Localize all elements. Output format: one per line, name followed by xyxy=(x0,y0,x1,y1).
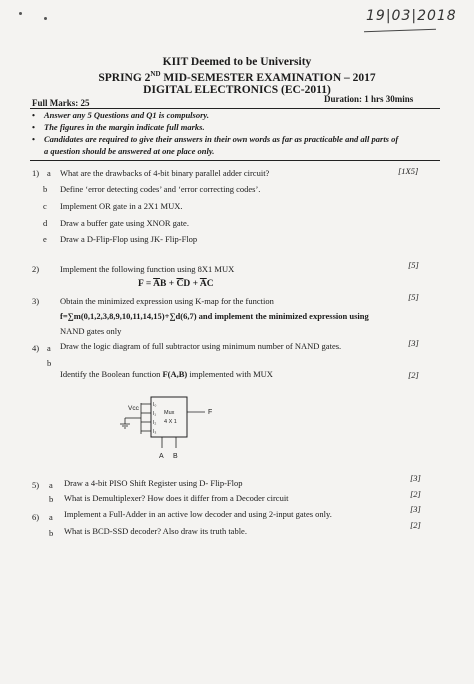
q1d-text: Draw a buffer gate using XNOR gate. xyxy=(60,218,189,228)
q1c-text: Implement OR gate in a 2X1 MUX. xyxy=(60,201,183,211)
full-marks: Full Marks: 25 xyxy=(32,98,90,108)
q4b-text: Identify the Boolean function F(A,B) implemented with MUX xyxy=(60,369,273,379)
scan-speck xyxy=(44,17,47,20)
q4b-label: b xyxy=(47,358,52,368)
q2-text: Implement the following function using 8X1 MUX xyxy=(60,264,235,274)
instruction-item: a question should be answered at one place only. xyxy=(44,146,215,156)
university-name: KIIT Deemed to be University xyxy=(162,56,312,68)
q5b-label: b xyxy=(49,494,54,504)
q1a-text: What are the drawbacks of 4-bit binary parallel adder circuit? xyxy=(60,168,270,178)
instruction-item: • The figures in the margin indicate full marks. xyxy=(32,122,205,132)
q1-marks: [1X5] xyxy=(398,166,419,176)
bullet-icon: • xyxy=(32,134,35,144)
mux-input-label: I₁ xyxy=(153,411,157,417)
header-rule xyxy=(30,108,440,109)
vcc-label: Vcc xyxy=(128,405,139,412)
handwritten-date: 19|03|2018 xyxy=(366,8,457,24)
bullet-icon: • xyxy=(32,122,35,132)
select-a-label: A xyxy=(159,453,164,460)
q5b-marks: [2] xyxy=(410,489,421,499)
q1c-label: c xyxy=(43,201,47,211)
q1e-text: Draw a D-Flip-Flop using JK- Flip-Flop xyxy=(60,234,198,244)
q2-number: 2) xyxy=(32,264,40,274)
bullet-icon: • xyxy=(32,110,35,120)
q2-formula: $F = \overline{A}B + \overline{C}D + \overline{A}C$ xyxy=(138,279,214,289)
mux-input-label: I₀ xyxy=(153,402,157,408)
q3-marks: [5] xyxy=(408,292,419,302)
q4a-label: a xyxy=(47,343,51,353)
q5a-marks: [3] xyxy=(410,473,421,483)
q3-number: 3) xyxy=(32,296,40,306)
duration: Duration: 1 hrs 30mins xyxy=(324,94,414,104)
q6b-text: What is BCD-SSD decoder? Also draw its truth table. xyxy=(64,526,247,536)
instruction-item: • Answer any 5 Questions and Q1 is compulsory. xyxy=(32,110,209,120)
mux-diagram xyxy=(110,388,230,463)
date-underline xyxy=(364,29,436,33)
mux-input-label: I₂ xyxy=(153,420,157,426)
q1-number: 1) xyxy=(32,168,40,178)
mux-input-label: I₃ xyxy=(153,429,157,435)
q4a-text: Draw the logic diagram of full subtractor using minimum number of NAND gates. xyxy=(60,341,342,351)
scan-speck xyxy=(19,12,22,15)
instructions-rule xyxy=(30,160,440,161)
exam-title: SPRING 2ND MID-SEMESTER EXAMINATION – 2017 xyxy=(98,70,376,84)
subject-title: DIGITAL ELECTRONICS (EC-2011) xyxy=(143,84,331,96)
q4b-marks: [2] xyxy=(408,370,419,380)
q5b-text: What is Demultiplexer? How does it differ from a Decoder circuit xyxy=(64,493,289,503)
mux-output-label: F xyxy=(208,409,213,416)
q1b-text: Define ‘error detecting codes’ and ‘error correcting codes’. xyxy=(60,184,261,194)
select-b-label: B xyxy=(173,453,178,460)
q4a-marks: [3] xyxy=(408,338,419,348)
q6-number: 6) xyxy=(32,512,40,522)
q1b-label: b xyxy=(43,184,48,194)
mux-name: Mux xyxy=(164,410,175,416)
q5a-label: a xyxy=(49,480,53,490)
q2-marks: [5] xyxy=(408,260,419,270)
q6a-text: Implement a Full-Adder in an active low decoder and using 2-input gates only. xyxy=(64,509,332,519)
q4-number: 4) xyxy=(32,343,40,353)
q5-number: 5) xyxy=(32,480,40,490)
q6b-label: b xyxy=(49,528,54,538)
q1d-label: d xyxy=(43,218,48,228)
q3-function: f=∑m(0,1,2,3,8,9,10,11,14,15)+∑d(6,7) and implement the minimized expression using xyxy=(60,311,369,321)
q3-line3: NAND gates only xyxy=(60,326,122,336)
q6a-label: a xyxy=(49,512,53,522)
q6b-marks: [2] xyxy=(410,520,421,530)
q5a-text: Draw a 4-bit PISO Shift Register using D- Flip-Flop xyxy=(64,478,243,488)
q1e-label: e xyxy=(43,234,47,244)
q6a-marks: [3] xyxy=(410,504,421,514)
instruction-item: • Candidates are required to give their answers in their own words as far as practicable and all parts of xyxy=(32,134,399,144)
q3-text: Obtain the minimized expression using K-map for the function xyxy=(60,296,274,306)
mux-size: 4 X 1 xyxy=(164,419,177,425)
q1a-label: a xyxy=(47,168,51,178)
